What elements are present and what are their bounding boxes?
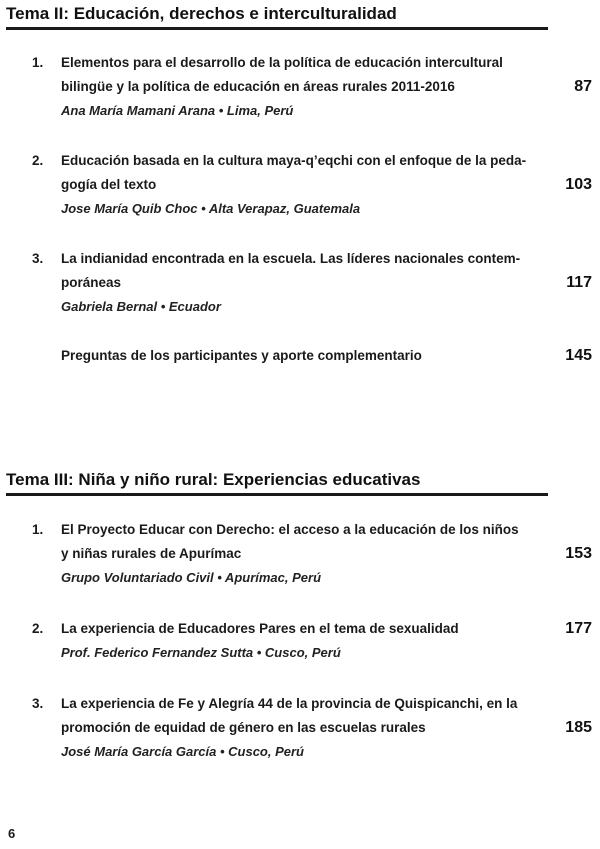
entry-page-number: 153 [565, 545, 592, 562]
section-rule [6, 27, 548, 30]
section-title-tema-iii: Tema III: Niña y niño rural: Experiencias educativas [6, 470, 421, 489]
entry-title-line: La indianidad encontrada en la escuela. Las líderes nacionales contem- [61, 251, 521, 266]
entry-author: José María García García • Cusco, Perú [61, 744, 305, 759]
toc-entry[interactable] [32, 345, 592, 369]
entry-title-line: gogía del texto [61, 177, 157, 192]
entry-title-line: bilingüe y la política de educación en áreas rurales 2011-2016 [61, 79, 455, 94]
toc-entry[interactable] [32, 693, 592, 763]
entry-title-line: La experiencia de Educadores Pares en el tema de sexualidad [61, 621, 459, 636]
entry-number: 2. [32, 153, 44, 168]
entry-author: Jose María Quib Choc • Alta Verapaz, Guatemala [61, 201, 361, 216]
toc-entry[interactable] [32, 519, 592, 589]
entry-title-line: y niñas rurales de Apurímac [61, 546, 242, 561]
entry-number: 1. [32, 55, 44, 70]
entry-number: 3. [32, 696, 44, 711]
entry-title-line: poráneas [61, 275, 122, 290]
entry-title-line: Educación basada en la cultura maya-q’eqchi con el enfoque de la peda- [61, 153, 527, 168]
toc-entry[interactable] [32, 248, 592, 318]
entry-page-number: 185 [565, 719, 592, 736]
entry-title-line: El Proyecto Educar con Derecho: el acceso a la educación de los niños [61, 522, 519, 537]
entry-author: Ana María Mamani Arana • Lima, Perú [61, 103, 294, 118]
entry-number: 2. [32, 621, 44, 636]
toc-entry[interactable] [32, 150, 592, 220]
entry-page-number: 103 [565, 176, 592, 193]
entry-page-number: 87 [574, 78, 592, 95]
section-title-tema-ii: Tema II: Educación, derechos e interculturalidad [6, 4, 397, 23]
entry-page-number: 145 [565, 347, 592, 364]
entry-title-line: La experiencia de Fe y Alegría 44 de la provincia de Quispicanchi, en la [61, 696, 518, 711]
entry-title-line: Elementos para el desarrollo de la política de educación intercultural [61, 55, 503, 70]
entry-number: 3. [32, 251, 44, 266]
entry-author: Gabriela Bernal • Ecuador [61, 299, 221, 314]
entry-author: Grupo Voluntariado Civil • Apurímac, Perú [61, 570, 322, 585]
toc-entry[interactable] [32, 618, 592, 664]
entry-author: Prof. Federico Fernandez Sutta • Cusco, Perú [61, 645, 341, 660]
entry-number: 1. [32, 522, 44, 537]
entry-page-number: 117 [566, 274, 592, 291]
section-rule [6, 493, 548, 496]
entry-title-line: promoción de equidad de género en las escuelas rurales [61, 720, 426, 735]
entry-page-number: 177 [565, 620, 592, 637]
page-folio: 6 [8, 826, 16, 841]
toc-entry[interactable] [32, 52, 592, 122]
entry-title-line: Preguntas de los participantes y aporte complementario [61, 348, 422, 363]
